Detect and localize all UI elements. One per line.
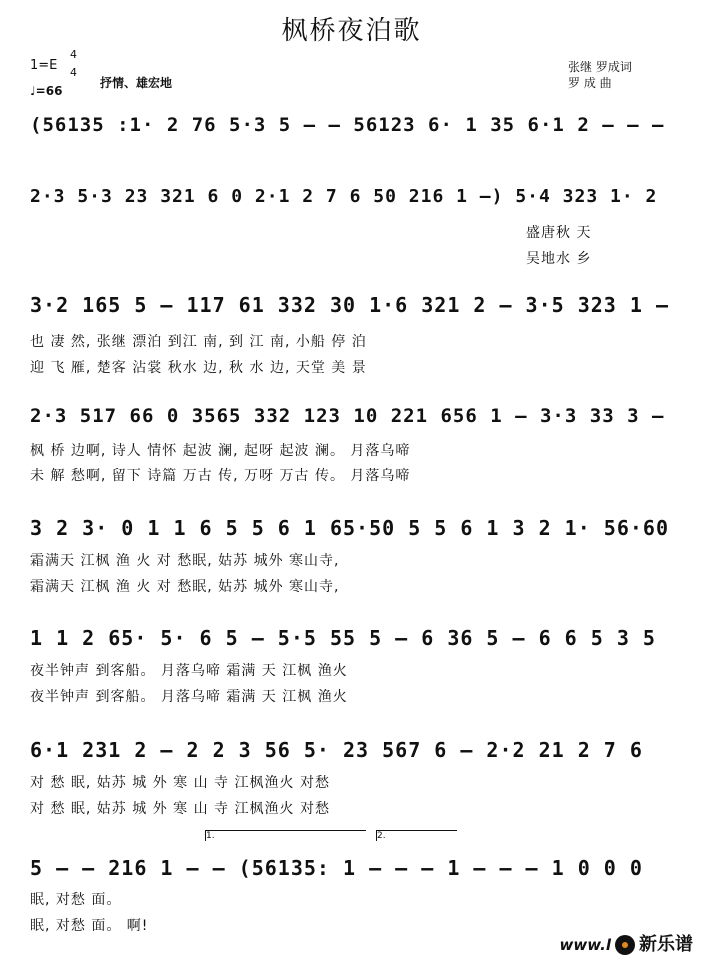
staff-row-7: [30, 730, 688, 774]
lyric-row-7-verse-2: 对 愁 眠, 姑苏 城 外 寒 山 寺 江枫渔火 对愁: [30, 801, 330, 817]
key-signature: 1=E: [30, 58, 58, 73]
staff-row-1: [30, 106, 688, 150]
notes-row-8: 5 — — 216 1 — — (56135: 1 — — — 1 — — — 1 0 0 0: [30, 856, 643, 880]
lyric-row-2-verse-1: 盛唐秋 天: [526, 225, 592, 241]
lyric-row-5-verse-2: 霜满天 江枫 渔 火 对 愁眠, 姑苏 城外 寒山寺,: [30, 579, 340, 595]
composer-credit: 罗 成 曲: [568, 76, 612, 90]
staff-row-5: [30, 508, 688, 552]
lyric-row-4-verse-2: 未 解 愁啊, 留下 诗篇 万古 传, 万呀 万古 传。 月落乌啼: [30, 468, 411, 484]
notes-row-6: 1 1 2 65· 5· 6 5 — 5·5 55 5 — 6 36 5 — 6 6 5 3 5: [30, 626, 656, 650]
watermark-brand: 新乐谱: [639, 934, 693, 955]
tempo-marking: ♩=66: [30, 84, 63, 98]
lyric-row-8-verse-1: 眠, 对愁 面。: [30, 892, 122, 908]
volta-second-ending: [376, 830, 457, 841]
mood-marking: 抒情、雄宏地: [100, 76, 173, 90]
lyric-row-7-verse-1: 对 愁 眠, 姑苏 城 外 寒 山 寺 江枫渔火 对愁: [30, 775, 330, 791]
watermark-url: www.l: [559, 936, 611, 954]
song-title: 枫桥夜泊歌: [281, 16, 422, 46]
vinyl-disc-icon: [615, 935, 635, 955]
time-signature-top: 4: [70, 48, 77, 61]
notes-row-5: 3 2 3· 0 1 1 6 5 5 6 1 65·50 5 5 6 1 3 2 1· 56·60: [30, 516, 670, 540]
site-watermark: [560, 930, 693, 956]
notes-row-4: 2·3 517 66 0 3565 332 123 10 221 656 1 — 3·3 33 3 —: [30, 405, 665, 427]
lyric-row-4-verse-1: 枫 桥 边啊, 诗人 情怀 起波 澜, 起呀 起波 澜。 月落乌啼: [30, 443, 411, 459]
notes-row-2: 2·3 5·3 23 321 6 0 2·1 2 7 6 50 216 1 —) 5·4 323 1· 2: [30, 186, 658, 207]
volta-first-ending: [205, 830, 366, 841]
lyric-row-8-verse-2: 眠, 对愁 面。 啊!: [30, 918, 149, 934]
lyric-row-6-verse-2: 夜半钟声 到客船。 月落乌啼 霜满 天 江枫 渔火: [30, 689, 348, 705]
staff-row-8: [30, 848, 688, 892]
lyric-row-3-verse-1: 也 凄 然, 张继 漂泊 到江 南, 到 江 南, 小船 停 泊: [30, 334, 367, 350]
lyric-row-6-verse-1: 夜半钟声 到客船。 月落乌啼 霜满 天 江枫 渔火: [30, 663, 348, 679]
staff-row-2: [30, 178, 688, 222]
staff-row-6: [30, 618, 688, 662]
volta-first-label: 1.: [206, 831, 215, 841]
notes-row-3: 3·2 165 5 — 117 61 332 30 1·6 321 2 — 3·5 323 1 —: [30, 293, 670, 317]
lyric-row-2-verse-2: 吴地水 乡: [526, 251, 592, 267]
volta-second-label: 2.: [377, 831, 386, 841]
lyric-row-3-verse-2: 迎 飞 雁, 楚客 沾裳 秋水 边, 秋 水 边, 天堂 美 景: [30, 360, 367, 376]
staff-row-3: [30, 285, 688, 329]
lyric-row-5-verse-1: 霜满天 江枫 渔 火 对 愁眠, 姑苏 城外 寒山寺,: [30, 553, 340, 569]
notes-row-7: 6·1 231 2 — 2 2 3 56 5· 23 567 6 — 2·2 21 2 7 6: [30, 738, 643, 762]
time-signature-bottom: 4: [70, 66, 77, 79]
staff-row-4: [30, 397, 688, 441]
lyricist-credit: 张继 罗成词: [568, 60, 632, 74]
notes-row-1: (56135 :1· 2 76 5·3 5 — — 56123 6· 1 35 6·1 2 — — —: [30, 114, 665, 136]
